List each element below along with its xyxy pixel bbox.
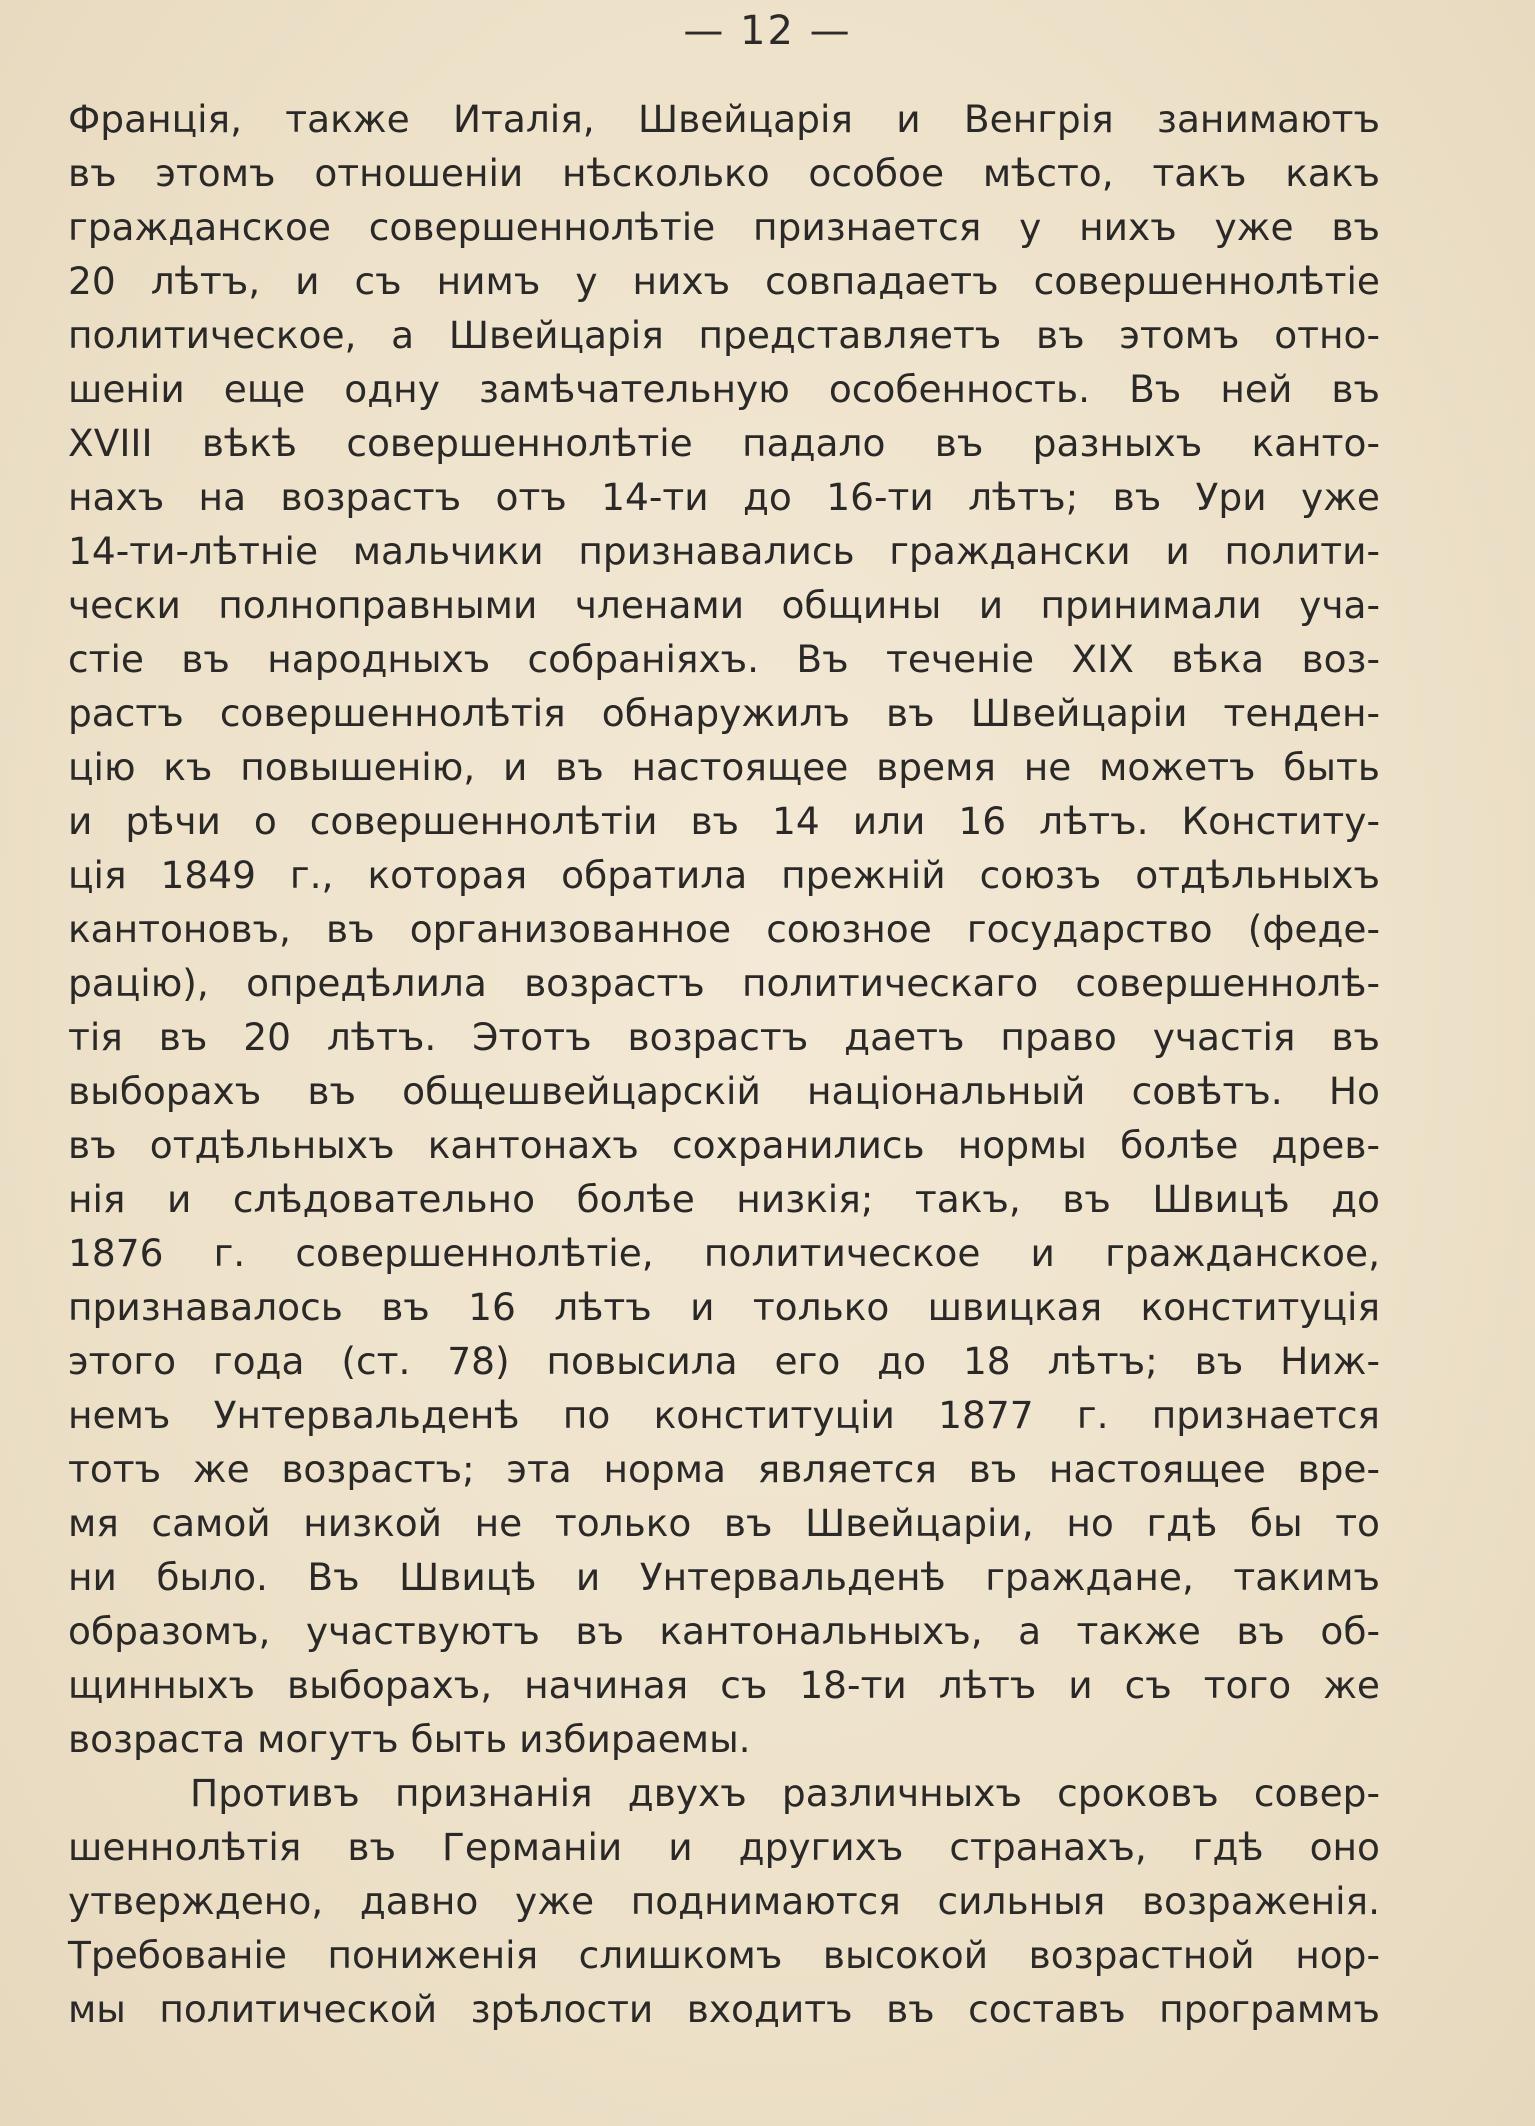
- text-line: и рѣчи о совершеннолѣтiи въ 14 или 16 лѣтъ. Конститу-: [68, 799, 1380, 843]
- text-line: 20 лѣтъ, и съ нимъ у нихъ совпадаетъ совершеннолѣтiе: [68, 259, 1380, 303]
- text-line: признавалось въ 16 лѣтъ и только швицкая конституцiя: [68, 1285, 1380, 1329]
- text-line: 1876 г. совершеннолѣтiе, политическое и гражданское,: [68, 1231, 1380, 1275]
- text-line: растъ совершеннолѣтiя обнаружилъ въ Швейцарiи тенден-: [68, 691, 1380, 735]
- text-line: немъ Унтервальденѣ по конституцiи 1877 г. признается: [68, 1393, 1380, 1437]
- text-line: 14-ти-лѣтнiе мальчики признавались граждански и полити-: [68, 529, 1380, 573]
- text-line: рацiю), опредѣлила возрастъ политическаго совершеннолѣ-: [68, 961, 1380, 1005]
- text-line: тiя въ 20 лѣтъ. Этотъ возрастъ даетъ право участiя въ: [68, 1015, 1380, 1059]
- page-number: — 12 —: [683, 8, 852, 54]
- text-line: политическое, а Швейцарiя представляетъ въ этомъ отно-: [68, 313, 1380, 357]
- text-line-paragraph-end: возраста могутъ быть избираемы.: [68, 1717, 751, 1761]
- text-line: щинныхъ выборахъ, начиная съ 18-ти лѣтъ и съ того же: [68, 1663, 1380, 1707]
- text-line: кантоновъ, въ организованное союзное государство (феде-: [68, 907, 1380, 951]
- text-line: образомъ, участвуютъ въ кантональныхъ, а также въ об-: [68, 1609, 1380, 1653]
- text-line: въ отдѣльныхъ кантонахъ сохранились нормы болѣе древ-: [68, 1123, 1380, 1167]
- text-line: стiе въ народныхъ собранiяхъ. Въ теченiе XIX вѣка воз-: [68, 637, 1380, 681]
- text-line: утверждено, давно уже поднимаются сильныя возраженiя.: [68, 1879, 1380, 1923]
- text-line: тотъ же возрастъ; эта норма является въ настоящее вре-: [68, 1447, 1380, 1491]
- text-line: мы политической зрѣлости входитъ въ составъ программъ: [68, 1987, 1380, 2031]
- body-text: [68, 92, 1380, 2036]
- text-line: мя самой низкой не только въ Швейцарiи, но гдѣ бы то: [68, 1501, 1380, 1545]
- text-line: чески полноправными членами общины и принимали уча-: [68, 583, 1380, 627]
- text-line: нiя и слѣдовательно болѣе низкiя; такъ, въ Швицѣ до: [68, 1177, 1380, 1221]
- text-line: нахъ на возрастъ отъ 14-ти до 16-ти лѣтъ; въ Ури уже: [68, 475, 1380, 519]
- text-line: цiю къ повышенiю, и въ настоящее время не можетъ быть: [68, 745, 1380, 789]
- text-line: въ этомъ отношенiи нѣсколько особое мѣсто, такъ какъ: [68, 151, 1380, 195]
- text-line: этого года (ст. 78) повысила его до 18 лѣтъ; въ Ниж-: [68, 1339, 1380, 1383]
- text-line: цiя 1849 г., которая обратила прежнiй союзъ отдѣльныхъ: [68, 853, 1380, 897]
- text-line: Требованiе пониженiя слишкомъ высокой возрастной нор-: [68, 1933, 1380, 1977]
- text-line: шеннолѣтiя въ Германiи и другихъ странахъ, гдѣ оно: [68, 1825, 1380, 1869]
- text-line: гражданское совершеннолѣтiе признается у нихъ уже въ: [68, 205, 1380, 249]
- text-line: XVIII вѣкѣ совершеннолѣтiе падало въ разныхъ канто-: [68, 421, 1380, 465]
- text-line: Францiя, также Италiя, Швейцарiя и Венгрiя занимаютъ: [68, 97, 1380, 141]
- text-line-paragraph-start: Противъ признанiя двухъ различныхъ сроковъ совер-: [190, 1771, 1380, 1815]
- text-line: выборахъ въ общешвейцарскiй нацiональный совѣтъ. Но: [68, 1069, 1380, 1113]
- text-line: ни было. Въ Швицѣ и Унтервальденѣ граждане, такимъ: [68, 1555, 1380, 1599]
- text-line: шенiи еще одну замѣчательную особенность. Въ ней въ: [68, 367, 1380, 411]
